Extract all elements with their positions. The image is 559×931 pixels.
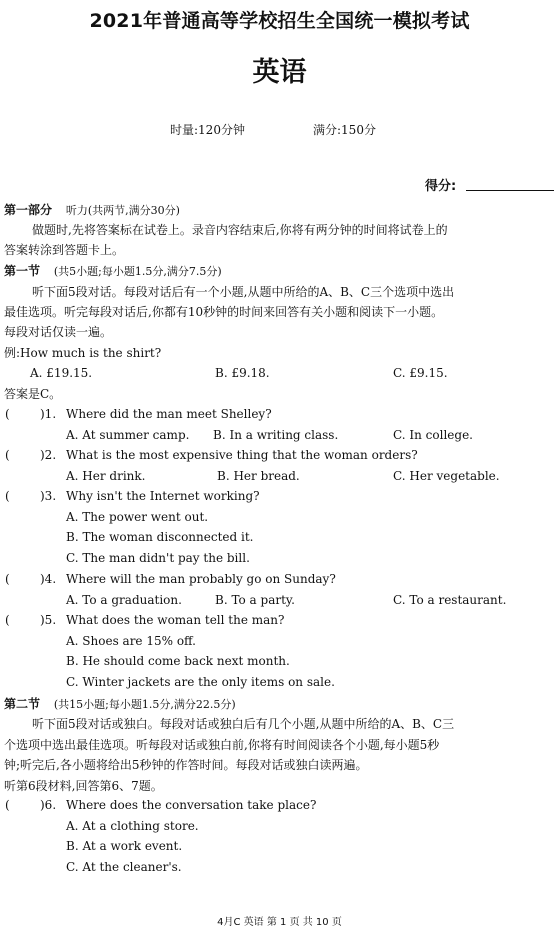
section1-heading-sub: (共5小题;每小题1.5分,满分7.5分) [53, 265, 222, 278]
part1-intro-1: 做题时,先将答案标在试卷上。录音内容结束后,你将有两分钟的时间将试卷上的 [32, 223, 448, 237]
option-b: B. To a party. [215, 593, 295, 607]
option-a: A. To a graduation. [66, 593, 182, 607]
question-text: What is the most expensive thing that the woman orders? [66, 448, 418, 462]
section1-intro-1: 听下面5段对话。每段对话后有一个小题,从题中所给的A、B、C三个选项中选出 [32, 285, 455, 299]
option-c: C. To a restaurant. [393, 593, 507, 607]
section2-intro-1: 听下面5段对话或独白。每段对话或独白后有几个小题,从题中所给的A、B、C三 [32, 717, 455, 731]
material-instruction: 听第6段材料,回答第6、7题。 [4, 779, 163, 793]
option-b: B. The woman disconnected it. [66, 530, 254, 544]
answer-paren: ( [5, 489, 10, 503]
page-footer: 4月C 英语 第 1 页 共 10 页 [217, 917, 342, 928]
answer-paren: ( [5, 448, 10, 462]
option-b: B. Her bread. [217, 469, 300, 483]
section2-heading: 第二节 [4, 697, 41, 711]
example-option-c: C. £9.15. [393, 366, 448, 380]
option-c: C. Winter jackets are the only items on sale. [66, 675, 335, 689]
example-answer: 答案是C。 [4, 387, 62, 401]
question-text: What does the woman tell the man? [66, 613, 285, 627]
option-b: B. At a work event. [66, 839, 183, 853]
question-text: Where did the man meet Shelley? [66, 407, 272, 421]
full-score: 满分:150分 [313, 123, 376, 137]
option-c: C. In college. [393, 428, 473, 442]
question-text: Where does the conversation take place? [66, 798, 317, 812]
time-limit: 时量:120分钟 [170, 123, 245, 137]
part1-intro-2: 答案转涂到答题卡上。 [4, 243, 125, 257]
option-a: A. Shoes are 15% off. [66, 634, 196, 648]
option-c: C. The man didn't pay the bill. [66, 551, 250, 565]
option-c: C. At the cleaner's. [66, 860, 182, 874]
option-a: A. The power went out. [66, 510, 209, 524]
score-label: 得分: [425, 179, 457, 194]
answer-paren: ( [5, 572, 10, 586]
option-b: B. In a writing class. [213, 428, 339, 442]
part1-heading: 第一部分 [4, 203, 53, 217]
option-a: A. At summer camp. [66, 428, 190, 442]
answer-paren: ( [5, 407, 10, 421]
answer-paren: ( [5, 798, 10, 812]
section1-intro-2: 最佳选项。听完每段对话后,你都有10秒钟的时间来回答有关小题和阅读下一小题。 [4, 305, 444, 319]
option-b: B. He should come back next month. [66, 654, 290, 668]
exam-title: 2021年普通高等学校招生全国统一模拟考试 [89, 10, 470, 32]
section2-heading-row [4, 696, 555, 713]
subject-title: 英语 [252, 57, 307, 88]
question-number: )1. [40, 407, 57, 421]
option-c: C. Her vegetable. [393, 469, 500, 483]
question-number: )5. [40, 613, 57, 627]
example-option-b: B. £9.18. [215, 366, 270, 380]
question-number: )6. [40, 798, 57, 812]
section2-heading-sub: (共15小题;每小题1.5分,满分22.5分) [53, 698, 236, 711]
part1-heading-row [4, 202, 555, 219]
question-number: )4. [40, 572, 57, 586]
section1-heading: 第一节 [4, 264, 41, 278]
question-number: )2. [40, 448, 57, 462]
section1-heading-row [4, 263, 555, 280]
section1-intro-3: 每段对话仅读一遍。 [4, 325, 113, 339]
option-a: A. At a clothing store. [66, 819, 199, 833]
answer-paren: ( [5, 613, 10, 627]
example-option-a: A. £19.15. [30, 366, 93, 380]
example-question: 例:How much is the shirt? [4, 346, 162, 360]
question-number: )3. [40, 489, 57, 503]
section2-intro-3: 钟;听完后,各小题将给出5秒钟的作答时间。每段对话或独白读两遍。 [4, 758, 368, 772]
section2-intro-2: 个选项中选出最佳选项。听每段对话或独白前,你将有时间阅读各个小题,每小题5秒 [4, 738, 440, 752]
score-blank [466, 190, 554, 191]
part1-heading-sub: 听力(共两节,满分30分) [65, 204, 180, 217]
question-text: Why isn't the Internet working? [66, 489, 260, 503]
option-a: A. Her drink. [66, 469, 146, 483]
question-text: Where will the man probably go on Sunday? [66, 572, 336, 586]
